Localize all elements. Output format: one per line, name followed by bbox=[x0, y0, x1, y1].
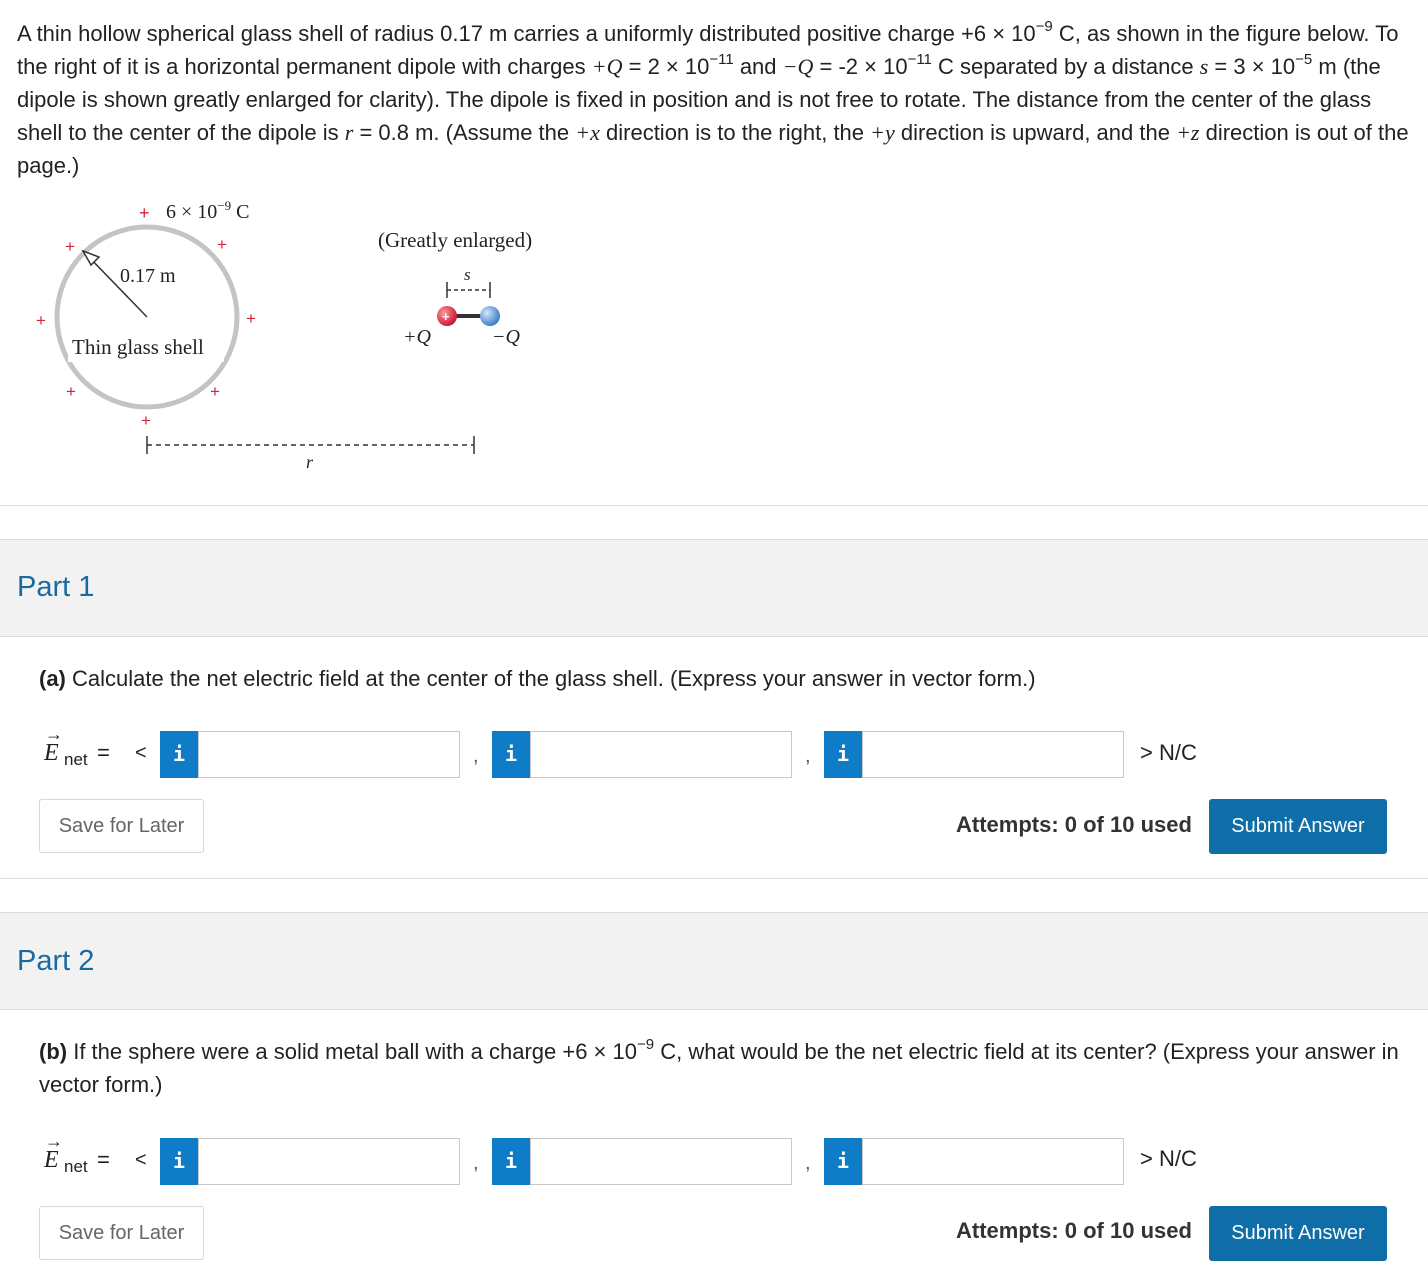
submit-answer-button[interactable]: Submit Answer bbox=[1209, 799, 1387, 854]
info-icon[interactable]: i bbox=[492, 1138, 530, 1185]
part1-x-input[interactable] bbox=[198, 731, 460, 778]
problem-statement: A thin hollow spherical glass shell of radius 0.17 m carries a uniformly distributed positive charge $+6 \times 10^{-9}$ C, as shown in the figure below. To the right of it is a horizontal permanent dipole with charges $+Q = 2 \times 10^{-11}$ and $-Q = -2 \times 10^{-11}$ C separated by a distance $s = 3 \times 10^{-5}$ m (the dipole is shown greatly enlarged for clarity). The dipole is fixed in position and is not free to rotate. The distance from the center of the glass shell to the center of the dipole is r = 0.8 m. (Assume the +x direction is to the right, the +y direction is upward, and the +z direction is out of the page.) bbox=[17, 17, 1409, 178]
part1-question: (a) Calculate the net electric field at the center of the glass shell. (Express your answer in vector form.) bbox=[39, 666, 1036, 691]
plus-sign: + bbox=[442, 309, 450, 324]
comma: , bbox=[473, 745, 479, 767]
physics-figure bbox=[0, 190, 600, 480]
info-icon[interactable]: i bbox=[160, 731, 198, 778]
part2-x-input[interactable] bbox=[198, 1138, 460, 1185]
info-icon[interactable]: i bbox=[160, 1138, 198, 1185]
s-label: s bbox=[464, 265, 471, 284]
minus-q-label: −Q bbox=[492, 326, 520, 348]
comma: , bbox=[805, 745, 811, 767]
part1-title: Part 1 bbox=[17, 571, 95, 603]
part2-z-input[interactable] bbox=[862, 1138, 1124, 1185]
comma: , bbox=[473, 1152, 479, 1174]
comma: , bbox=[805, 1152, 811, 1174]
plus-sign: + bbox=[139, 203, 150, 223]
divider bbox=[0, 878, 1428, 879]
charge-label: $6 \times 10^{-9}$ C bbox=[166, 198, 250, 223]
attempts-counter: Attempts: 0 of 10 used bbox=[956, 812, 1192, 837]
plus-sign: + bbox=[217, 235, 227, 254]
negative-charge bbox=[480, 306, 500, 326]
plus-sign: + bbox=[36, 311, 46, 330]
shell-label: Thin glass shell bbox=[72, 335, 204, 359]
save-for-later-button[interactable]: Save for Later bbox=[39, 1206, 204, 1260]
plus-sign: + bbox=[65, 237, 75, 256]
plus-sign: + bbox=[141, 411, 151, 430]
save-for-later-button[interactable]: Save for Later bbox=[39, 799, 204, 853]
e-net-label: → E net = < bbox=[44, 724, 147, 769]
part2-question: (b) If the sphere were a solid metal ball with a charge $+6 \times 10^{-9}$ C, what would be the net electric field at its center? (Express your answer in vector form.) bbox=[39, 1035, 1399, 1097]
info-icon[interactable]: i bbox=[824, 1138, 862, 1185]
part1-y-input[interactable] bbox=[530, 731, 792, 778]
part2-header bbox=[0, 912, 1428, 1010]
unit-label: > N/C bbox=[1140, 740, 1197, 765]
unit-label: > N/C bbox=[1140, 1146, 1197, 1171]
submit-answer-button[interactable]: Submit Answer bbox=[1209, 1206, 1387, 1261]
part1-z-input[interactable] bbox=[862, 731, 1124, 778]
part2-title: Part 2 bbox=[17, 945, 95, 977]
info-icon[interactable]: i bbox=[492, 731, 530, 778]
radius-arrowhead bbox=[83, 251, 99, 265]
plus-sign: + bbox=[210, 382, 220, 401]
enlarged-label: (Greatly enlarged) bbox=[378, 228, 533, 252]
divider bbox=[0, 505, 1428, 506]
plus-q-label: +Q bbox=[403, 326, 431, 348]
radius-label: 0.17 m bbox=[120, 265, 176, 287]
plus-sign: + bbox=[66, 382, 76, 401]
attempts-counter: Attempts: 0 of 10 used bbox=[956, 1218, 1192, 1243]
info-icon[interactable]: i bbox=[824, 731, 862, 778]
part2-y-input[interactable] bbox=[530, 1138, 792, 1185]
e-net-label: → E net = < bbox=[44, 1131, 147, 1176]
plus-sign: + bbox=[246, 309, 256, 328]
r-label: r bbox=[306, 452, 314, 472]
part1-header bbox=[0, 539, 1428, 637]
